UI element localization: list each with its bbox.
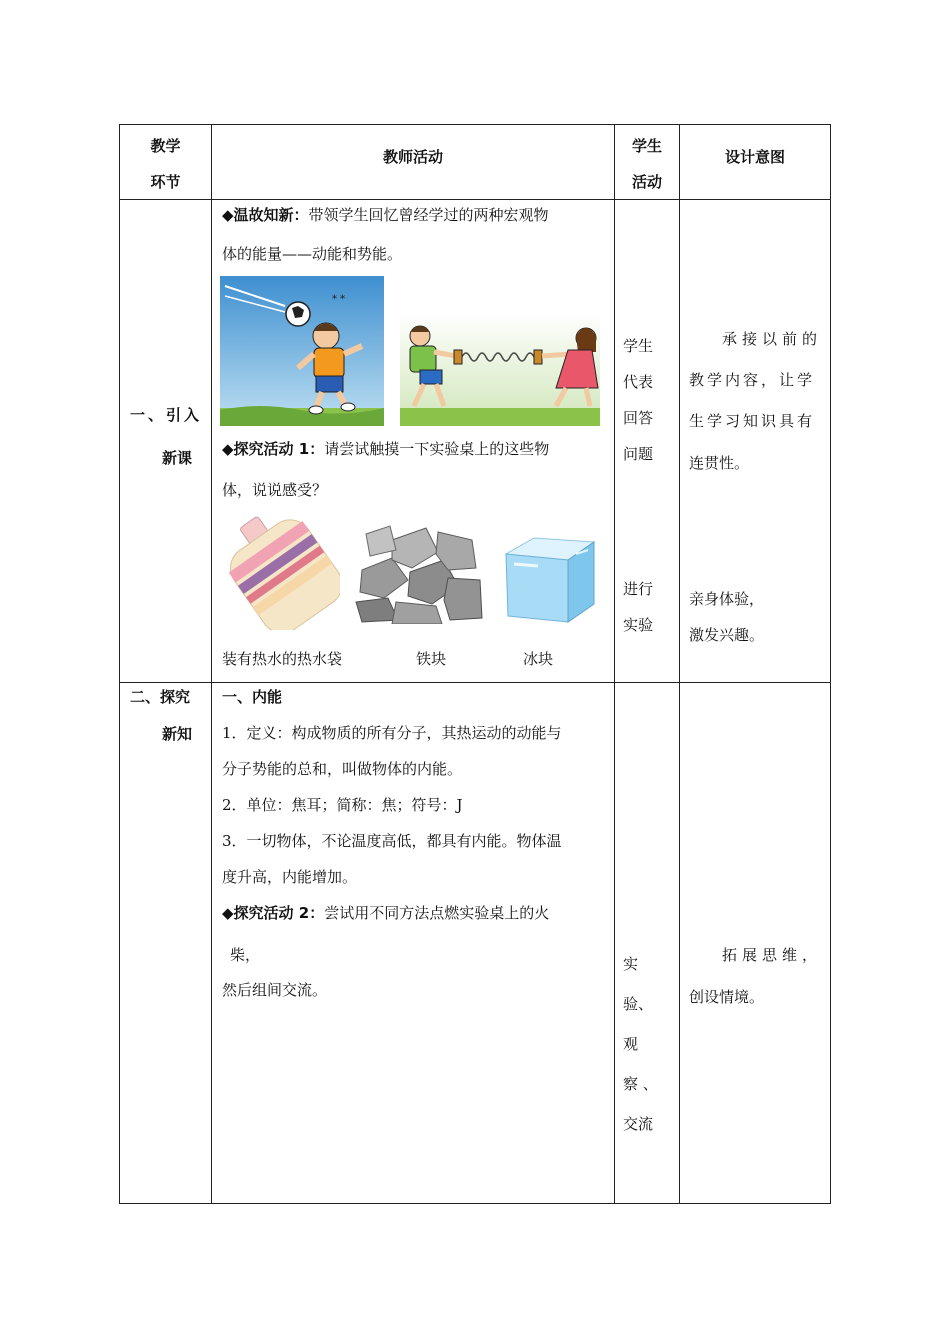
hot-water-bag-image bbox=[224, 510, 340, 630]
table-border-right bbox=[830, 124, 831, 1204]
header-col2: 教师活动 bbox=[382, 148, 443, 166]
table-border-row1-bottom bbox=[119, 682, 831, 683]
intro-bullet-text: 带领学生回忆曾经学过的两种宏观物 bbox=[308, 206, 549, 224]
intent2-line1: 亲身体验， bbox=[689, 590, 765, 608]
intro-bullet-label: ◆温故知新： bbox=[222, 206, 309, 224]
activity2-label: ◆探究活动 2： bbox=[222, 904, 325, 922]
intro-line2: 体的能量——动能和势能。 bbox=[222, 245, 403, 263]
row1-section-line2: 新课 bbox=[162, 449, 193, 467]
intent3-line1: 拓展思维， bbox=[722, 946, 823, 964]
caption-hot-water-bag: 装有热水的热水袋 bbox=[222, 650, 343, 668]
activity1-bullet bbox=[222, 438, 549, 459]
row1-student-activity: 学生 代表 回答 问题 bbox=[623, 337, 654, 463]
activity1-label: ◆探究活动 1： bbox=[222, 440, 325, 458]
activity1-text: 请尝试触摸一下实验桌上的这些物 bbox=[324, 440, 550, 458]
intent1-line4: 连贯性。 bbox=[689, 454, 750, 472]
activity2-line2: 柴， bbox=[230, 946, 261, 964]
intent1-line3: 生学习知识具有 bbox=[689, 412, 816, 430]
definition-line1: 1．定义：构成物质的所有分子，其热运动的动能与 bbox=[222, 724, 562, 742]
table-divider-3 bbox=[679, 124, 680, 1204]
table-border-bottom bbox=[119, 1203, 831, 1204]
intent1-line1: 承接以前的 bbox=[722, 330, 823, 348]
header-col3: 学生 活动 bbox=[631, 137, 662, 191]
ice-cube-image bbox=[498, 524, 598, 624]
svg-text:* *: * * bbox=[332, 294, 346, 305]
intent2-line2: 激发兴趣。 bbox=[689, 626, 765, 644]
table-border-left bbox=[119, 124, 120, 1204]
table-border-header-bottom bbox=[119, 199, 831, 200]
spring-pull-image bbox=[400, 312, 600, 426]
table-border-top bbox=[119, 124, 831, 125]
point3-line2: 度升高，内能增加。 bbox=[222, 868, 358, 886]
activity2-line3: 然后组间交流。 bbox=[222, 981, 328, 999]
table-divider-1 bbox=[211, 124, 212, 1204]
intro-bullet bbox=[222, 204, 549, 225]
intent3-line2: 创设情境。 bbox=[689, 988, 765, 1006]
table-divider-2 bbox=[614, 124, 615, 1204]
definition-line2: 分子势能的总和，叫做物体的内能。 bbox=[222, 760, 463, 778]
row1-student-experiment: 进行 实验 bbox=[623, 580, 654, 634]
intent1-line2: 教学内容，让学 bbox=[689, 371, 816, 389]
row1-section-line1: 一、引入 bbox=[130, 406, 203, 424]
activity1-line2: 体，说说感受？ bbox=[222, 481, 328, 499]
point3-line1: 3．一切物体，不论温度高低，都具有内能。物体温 bbox=[222, 832, 562, 850]
header-col1: 教学 环节 bbox=[150, 137, 181, 191]
iron-blocks-image bbox=[352, 510, 484, 624]
caption-iron: 铁块 bbox=[416, 650, 447, 668]
row2-heading: 一、内能 bbox=[222, 688, 283, 706]
row2-section-line1: 二、探究 bbox=[130, 688, 191, 706]
caption-ice: 冰块 bbox=[523, 650, 554, 668]
activity2-bullet bbox=[222, 902, 549, 923]
unit-line: 2．单位：焦耳；简称：焦；符号：J bbox=[222, 796, 463, 814]
row2-section-line2: 新知 bbox=[162, 725, 193, 743]
activity2-text: 尝试用不同方法点燃实验桌上的火 bbox=[324, 904, 550, 922]
row2-student-activity: 实 验、 观 察 、 交流 bbox=[623, 955, 658, 1133]
header-col4: 设计意图 bbox=[724, 148, 785, 166]
soccer-header-image bbox=[220, 276, 384, 426]
